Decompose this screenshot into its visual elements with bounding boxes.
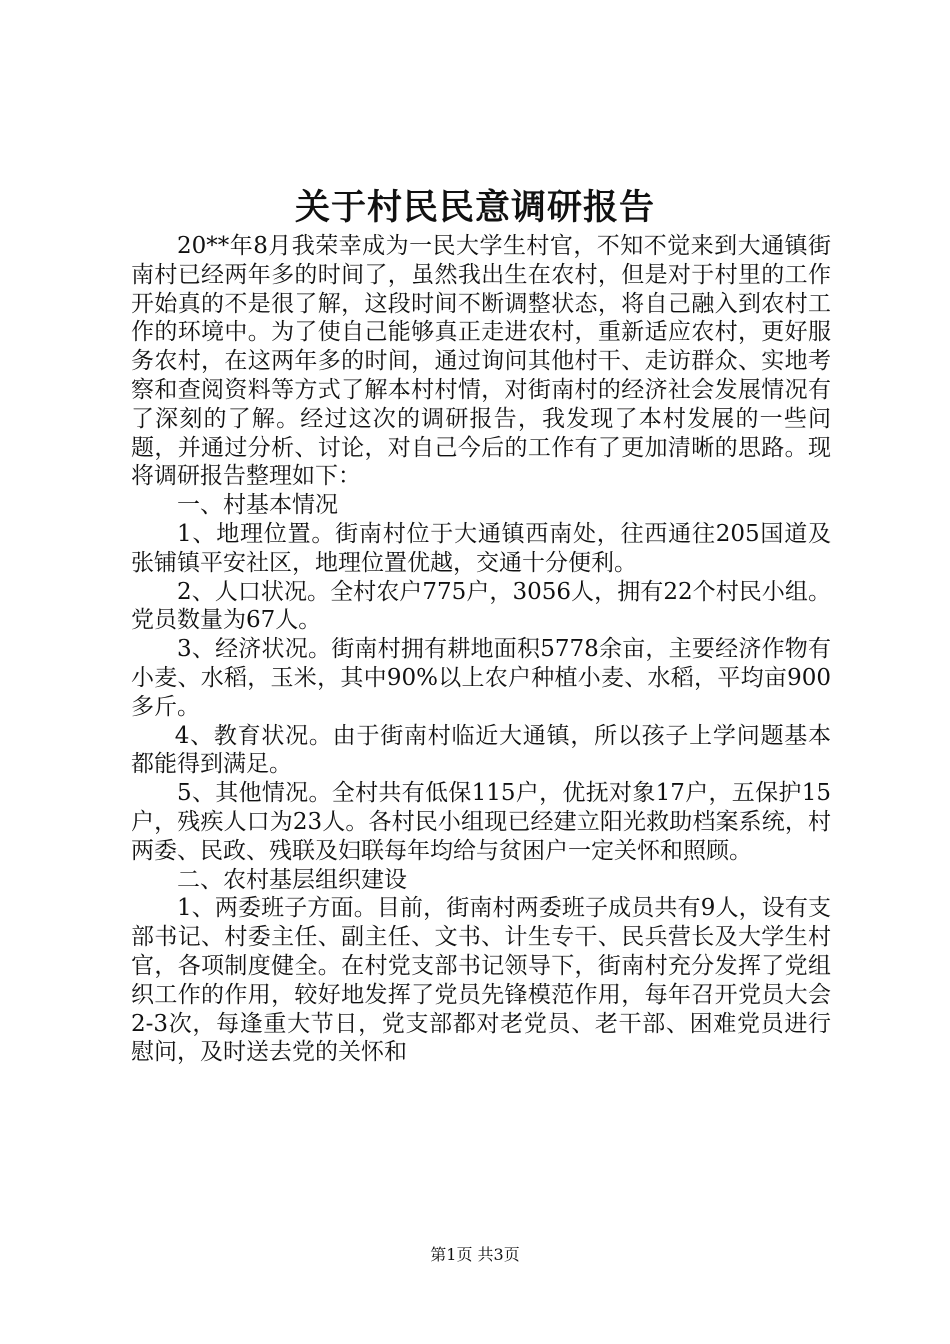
paragraph-education: 4、教育状况。由于街南村临近大通镇，所以孩子上学问题基本都能得到满足。 — [131, 722, 831, 778]
paragraph-intro: 20**年8月我荣幸成为一民大学生村官，不知不觉来到大通镇街南村已经两年多的时间了，虽然我出生在农村，但是对于村里的工作开始真的不是很了解，这段时间不断调整状态，将自己融入到农村工作的环境中。为了使自己能够真正走进农村，重新适应农村，更好服务农村，在这两年多的时间，通过询问其他村干、走访群众、实地考察和查阅资料等方式了解本村村情，对街南村的经济社会发展情况有了深刻的了解。经过这次的调研报告，我发现了本村发展的一些问题，并通过分析、讨论，对自己今后的工作有了更加清晰的思路。现将调研报告整理如下： — [131, 233, 831, 490]
paragraph-population: 2、人口状况。全村农户775户，3056人，拥有22个村民小组。党员数量为67人。 — [131, 578, 831, 634]
paragraph-location: 1、地理位置。街南村位于大通镇西南处，往西通往205国道及张铺镇平安社区，地理位置优越，交通十分便利。 — [131, 520, 831, 576]
paragraph-economy: 3、经济状况。街南村拥有耕地面积5778余亩，主要经济作物有小麦、水稻，玉米，其中90%以上农户种植小麦、水稻，平均亩900多斤。 — [131, 636, 831, 720]
paragraph-committee: 1、两委班子方面。目前，街南村两委班子成员共有9人，设有支部书记、村委主任、副主任、文书、计生专干、民兵营长及大学生村官，各项制度健全。在村党支部书记领导下，街南村充分发挥了党组织工作的作用，较好地发挥了党员先锋模范作用，每年召开党员大会2-3次，每逢重大节日，党支部都对老党员、老干部、困难党员进行慰问，及时送去党的关怀和 — [131, 895, 831, 1066]
document-body — [131, 232, 831, 1067]
section-heading-basic-info: 一、村基本情况 — [177, 492, 338, 519]
section-heading-organization: 二、农村基层组织建设 — [177, 866, 407, 893]
document-title: 关于村民民意调研报告 — [294, 187, 655, 228]
paragraph-other: 5、其他情况。全村共有低保115户，优抚对象17户，五保护15户，残疾人口为23人。各村民小组现已经建立阳光救助档案系统，村两委、民政、残联及妇联每年均给与贫困户一定关怀和照顾。 — [131, 780, 831, 864]
page-footer: 第1页 共3页 — [430, 1245, 520, 1264]
